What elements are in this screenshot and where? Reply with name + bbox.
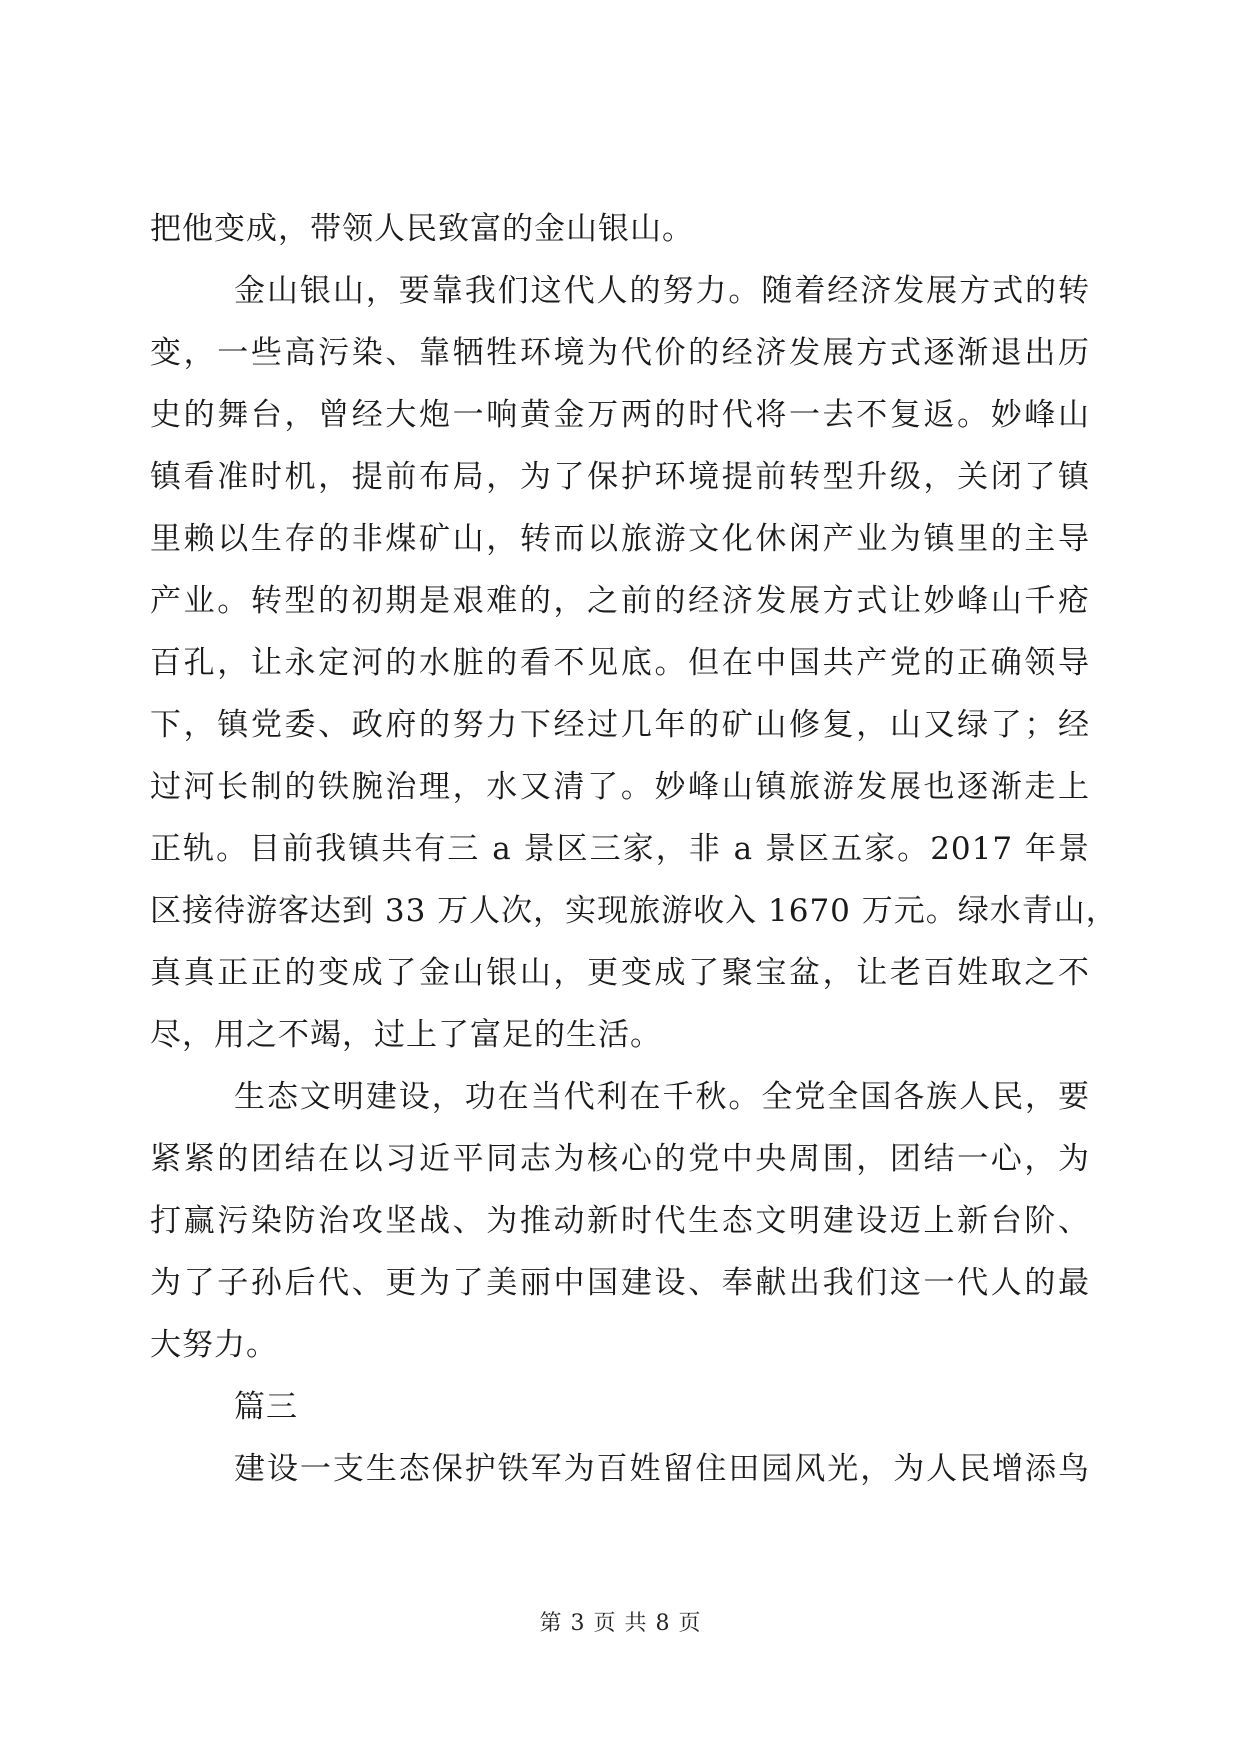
text-line: 区接待游客达到 33 万人次，实现旅游收入 1670 万元。绿水青山， <box>150 893 1118 929</box>
text-line: 下，镇党委、政府的努力下经过几年的矿山修复，山又绿了；经 <box>150 707 1090 743</box>
page-footer: 第 3 页 共 8 页 <box>539 1611 702 1636</box>
text-line: 紧紧的团结在以习近平同志为核心的党中央周围，团结一心，为 <box>150 1141 1090 1177</box>
text-line: 产业。转型的初期是艰难的，之前的经济发展方式让妙峰山千疮 <box>150 583 1090 619</box>
text-line: 镇看准时机，提前布局，为了保护环境提前转型升级，关闭了镇 <box>150 459 1090 495</box>
text-line: 尽，用之不竭，过上了富足的生活。 <box>150 1017 662 1053</box>
text-line: 过河长制的铁腕治理，水又清了。妙峰山镇旅游发展也逐渐走上 <box>150 769 1090 805</box>
text-line: 大努力。 <box>150 1327 278 1363</box>
text-line: 为了子孙后代、更为了美丽中国建设、奉献出我们这一代人的最 <box>150 1265 1090 1301</box>
text-line: 里赖以生存的非煤矿山，转而以旅游文化休闲产业为镇里的主导 <box>150 521 1090 557</box>
text-line: 打赢污染防治攻坚战、为推动新时代生态文明建设迈上新台阶、 <box>150 1203 1090 1239</box>
section-heading: 篇三 <box>234 1389 298 1425</box>
text-line: 把他变成，带领人民致富的金山银山。 <box>150 211 694 247</box>
text-line: 正轨。目前我镇共有三 a 景区三家，非 a 景区五家。2017 年景 <box>150 831 1090 867</box>
text-line: 真真正正的变成了金山银山，更变成了聚宝盆，让老百姓取之不 <box>150 955 1090 991</box>
text-line: 史的舞台，曾经大炮一响黄金万两的时代将一去不复返。妙峰山 <box>150 397 1090 433</box>
text-line: 百孔，让永定河的水脏的看不见底。但在中国共产党的正确领导 <box>150 645 1090 681</box>
paragraph-start-line: 建设一支生态保护铁军为百姓留住田园风光，为人民增添鸟 <box>234 1451 1090 1487</box>
paragraph-start-line: 金山银山，要靠我们这代人的努力。随着经济发展方式的转 <box>234 273 1090 309</box>
text-line: 变，一些高污染、靠牺牲环境为代价的经济发展方式逐渐退出历 <box>150 335 1090 371</box>
document-body <box>150 198 1118 1500</box>
paragraph-start-line: 生态文明建设，功在当代利在千秋。全党全国各族人民，要 <box>234 1079 1090 1115</box>
